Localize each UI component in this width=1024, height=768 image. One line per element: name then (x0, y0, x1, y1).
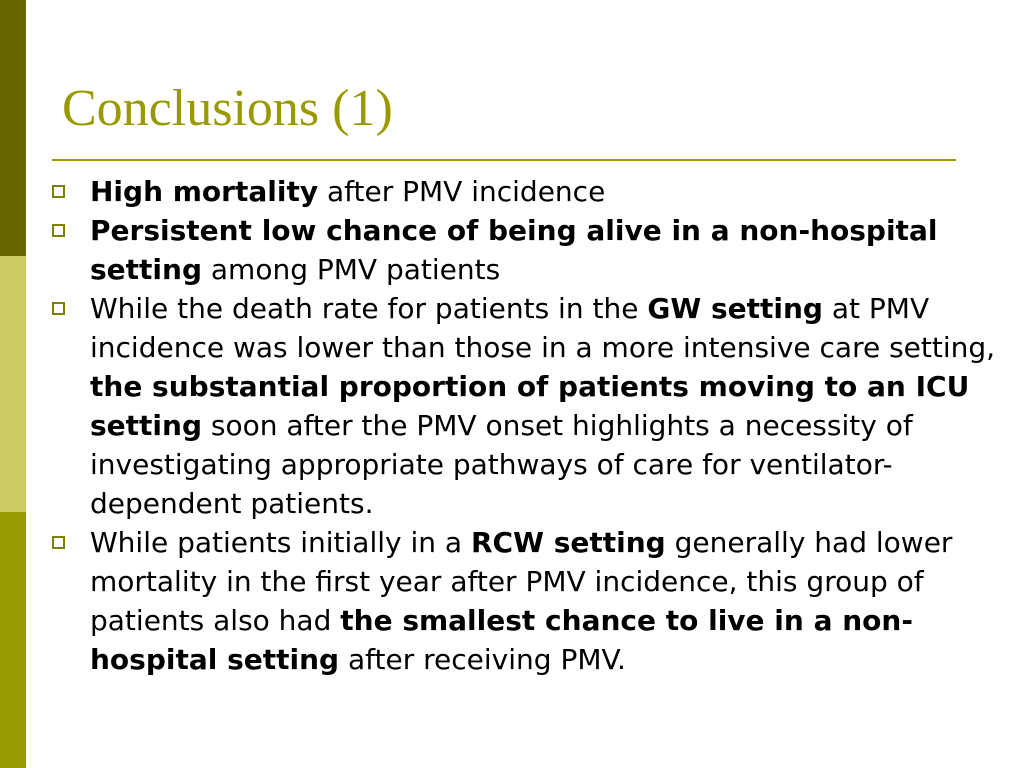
bullet-text-bold: RCW setting (470, 526, 666, 559)
square-bullet-icon (52, 536, 65, 549)
bullet-list (52, 172, 1007, 679)
bullet-text-bold: Persistent low chance of being alive in a non-hospital setting (90, 214, 938, 286)
bullet-item (52, 211, 1007, 289)
bullet-text: While the death rate for patients in the (90, 292, 648, 325)
bullet-item (52, 289, 1007, 523)
bullet-item (52, 523, 1007, 679)
bullet-text: after PMV incidence (318, 175, 606, 208)
slide-title: Conclusions (1) (62, 80, 393, 137)
bullet-text: While patients initially in a (90, 526, 471, 559)
sidebar-band-dark (0, 0, 26, 256)
bullet-text: at PMV incidence was lower than those in a more intensive care setting, (90, 292, 996, 364)
bullet-text-bold: High mortality (90, 175, 319, 208)
sidebar-band-light (0, 256, 26, 512)
bullet-text-bold: the smallest chance to live in a non-hospital setting (90, 604, 913, 676)
square-bullet-icon (52, 224, 65, 237)
bullet-item (52, 172, 1007, 211)
sidebar-band-mid (0, 512, 26, 768)
square-bullet-icon (52, 302, 65, 315)
bullet-text: generally had lower mortality in the first year after PMV incidence, this group of patients also had (90, 526, 953, 637)
bullet-text: after receiving PMV. (339, 643, 626, 676)
bullet-text-bold: the substantial proportion of patients moving to an ICU setting (90, 370, 970, 442)
sidebar-decoration (0, 0, 26, 768)
title-divider (52, 159, 956, 161)
square-bullet-icon (52, 185, 65, 198)
bullet-text-bold: GW setting (647, 292, 823, 325)
bullet-text: among PMV patients (202, 253, 501, 286)
bullet-text: soon after the PMV onset highlights a necessity of investigating appropriate pathways of care for ventilator-dependent patients. (90, 409, 913, 520)
